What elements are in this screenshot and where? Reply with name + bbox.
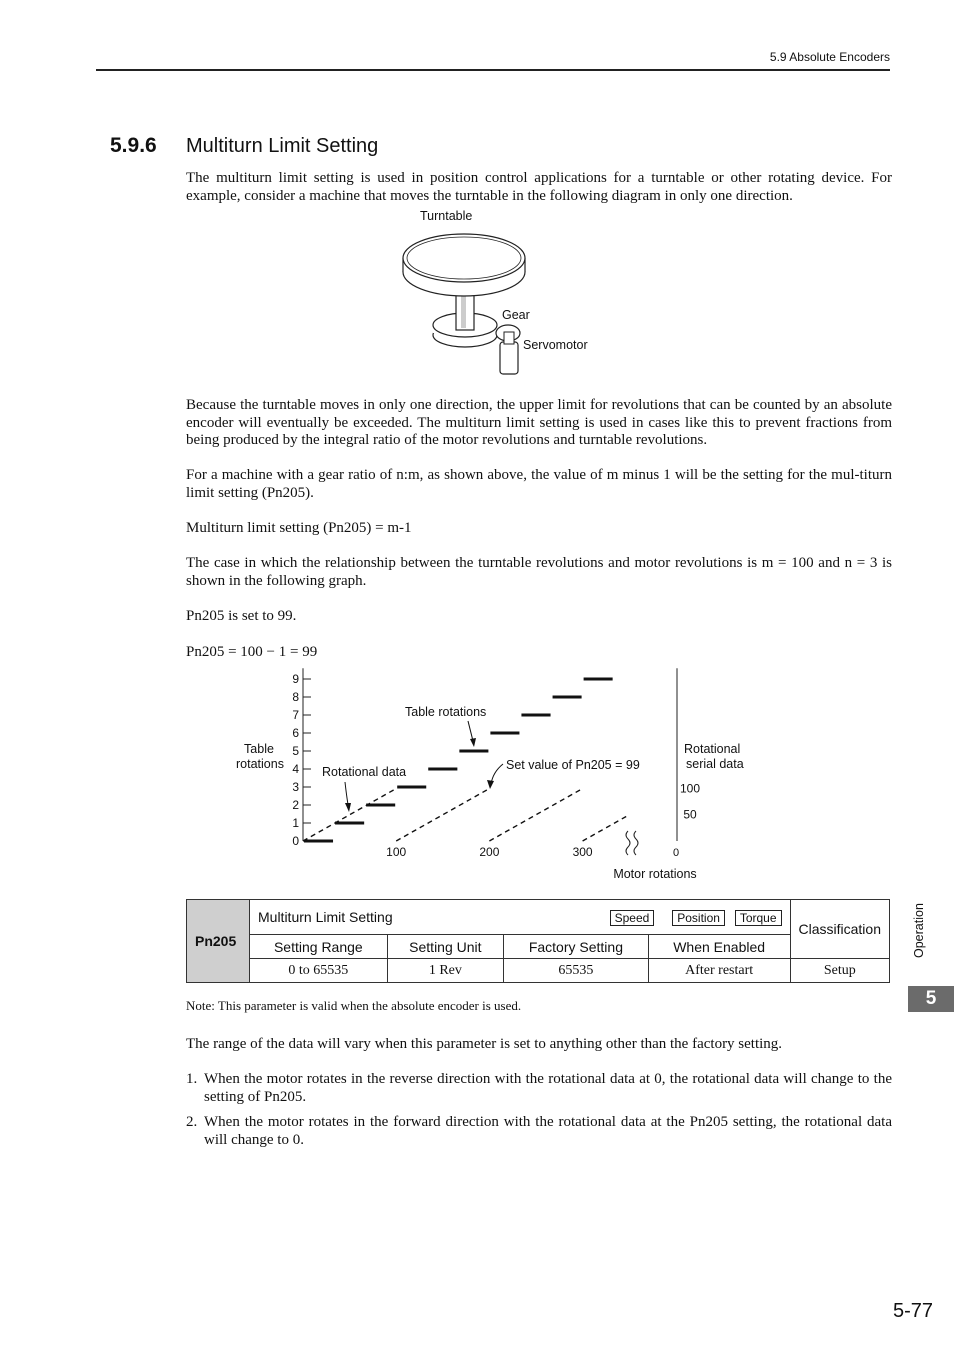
side-tab-label: Operation	[912, 903, 926, 958]
speed-tag: Speed	[610, 910, 655, 926]
y-tick-label: 3	[292, 780, 299, 794]
servomotor-label: Servomotor	[523, 338, 588, 352]
y-right-label-line1: Rotational	[684, 742, 741, 756]
note: Note: This parameter is valid when the absolute encoder is used.	[186, 998, 522, 1013]
setting-range-header: Setting Range	[250, 935, 388, 959]
when-enabled-header: When Enabled	[648, 935, 790, 959]
param-name-row	[250, 900, 791, 935]
range-paragraph: The range of the data will vary when this parameter is set to anything other than the factory setting.	[186, 1036, 783, 1052]
y-tick-label: 0	[292, 834, 299, 848]
calc-paragraph: Pn205 = 100 − 1 = 99	[186, 644, 318, 660]
setting-range-value: 0 to 65535	[250, 959, 388, 983]
intro-paragraph: The multiturn limit setting is used in position control applications for a turntable or other rotating device. For example, consider a machine that moves the turntable in the following diagram in only one direction.	[186, 170, 892, 204]
when-enabled-value: After restart	[648, 959, 790, 983]
x-tick-label: 300	[572, 845, 593, 859]
setting-unit-value: 1 Rev	[387, 959, 503, 983]
y-left-label-line1: Table	[244, 742, 274, 756]
x-tick-label: 200	[479, 845, 500, 859]
axis-break-mark	[626, 831, 630, 855]
y-tick-label: 2	[292, 798, 299, 812]
set-paragraph: Pn205 is set to 99.	[186, 608, 297, 624]
y-tick-label: 4	[292, 762, 299, 776]
because-paragraph: Because the turntable moves in only one direction, the upper limit for revolutions that can be counted by an absolute encoder will eventually be exceeded. The multiturn limit setting is used in cases like this to prevent fractions from being produced by the integral ratio of the motor revolutions and turntable revolutions.	[186, 397, 892, 448]
rotational-data-line	[396, 789, 489, 841]
header-section: 5.9 Absolute Encoders	[769, 50, 890, 64]
torque-tag: Torque	[735, 910, 782, 926]
list-item-1-text: When the motor rotates in the reverse direction with the rotational data at 0, the rotational data will change to the setting of Pn205.	[204, 1071, 892, 1105]
turntable-label: Turntable	[420, 209, 473, 223]
rotational-data-line	[489, 789, 582, 841]
y-right-label-line2: serial data	[686, 757, 744, 771]
x-axis-label: Motor rotations	[613, 867, 697, 881]
y-tick-label: 5	[292, 744, 299, 758]
right-tick-label: 50	[683, 807, 697, 822]
annotation-set-value: Set value of Pn205 = 99	[506, 758, 640, 772]
right-tick-label: 100	[679, 781, 701, 796]
gear-paragraph: For a machine with a gear ratio of n:m, as shown above, the value of m minus 1 will be the setting for the mul-titurn limit setting (Pn205).	[186, 467, 892, 501]
param-code: Pn205	[187, 900, 250, 983]
factory-setting-value: 65535	[504, 959, 649, 983]
gear-label: Gear	[502, 308, 530, 322]
y-tick-label: 7	[292, 708, 299, 722]
rotational-data-line	[303, 789, 396, 841]
side-tab-number: 5	[908, 986, 954, 1012]
y-tick-label: 1	[292, 816, 299, 830]
section-title: Multiturn Limit Setting	[186, 135, 379, 157]
x-tick-label: 100	[386, 845, 407, 859]
setting-unit-header: Setting Unit	[387, 935, 503, 959]
right-tick-label: 0	[672, 847, 680, 859]
y-left-label-line2: rotations	[236, 757, 284, 771]
y-tick-label: 9	[292, 672, 299, 686]
annotation-rotational-data: Rotational data	[322, 765, 407, 779]
annotation-arrowhead	[470, 738, 476, 747]
axis-break-mark	[634, 831, 638, 855]
annotation-arrowhead	[487, 780, 494, 789]
case-paragraph: The case in which the relationship between the turntable revolutions and motor revolutions is m = 100 and n = 3 is shown in the following graph.	[186, 555, 892, 589]
list-item-1-number: 1.	[186, 1071, 198, 1087]
rotational-data-line	[583, 815, 630, 841]
y-tick-label: 8	[292, 690, 299, 704]
section-number: 5.9.6	[110, 134, 157, 157]
param-name: Multiturn Limit Setting	[258, 908, 393, 925]
list-item-2-text: When the motor rotates in the forward direction with the rotational data at the Pn205 setting, the rotational data will change to 0.	[204, 1114, 892, 1148]
parameter-table	[186, 899, 890, 983]
formula-paragraph: Multiturn limit setting (Pn205) = m-1	[186, 520, 412, 536]
annotation-table-rotations: Table rotations	[405, 705, 487, 719]
annotation-arrowhead	[345, 803, 351, 812]
factory-setting-header: Factory Setting	[504, 935, 649, 959]
page-number: 5-77	[893, 1300, 934, 1322]
position-tag: Position	[672, 910, 725, 926]
y-tick-label: 6	[292, 726, 299, 740]
classification-header: Classification	[790, 900, 889, 959]
classification-value: Setup	[790, 959, 889, 983]
list-item-2-number: 2.	[186, 1114, 198, 1130]
